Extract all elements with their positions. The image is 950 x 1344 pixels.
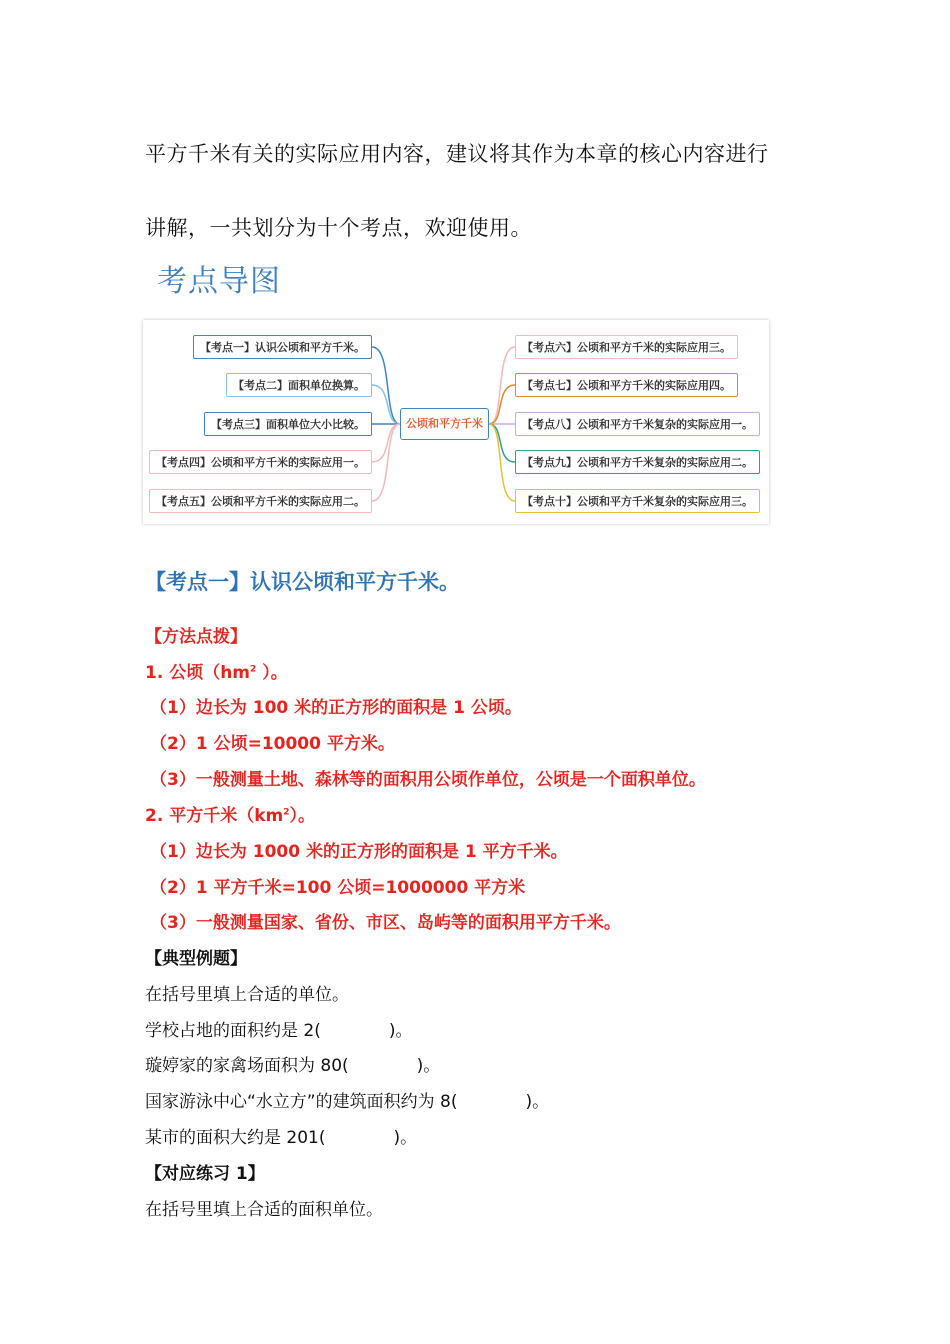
mindmap-center-node: 公顷和平方千米 [400, 408, 489, 440]
mindmap [143, 320, 769, 524]
example-item-4: 某市的面积大约是 201( )。 [145, 1128, 418, 1148]
intro-line-1: 平方千米有关的实际应用内容，建议将其作为本章的核心内容进行 [145, 142, 769, 166]
node-kaodian-6: 【考点六】公顷和平方千米的实际应用三。 [515, 335, 738, 359]
example-prompt: 在括号里填上合适的单位。 [145, 985, 349, 1005]
connector-5 [372, 424, 400, 501]
point2-title-tail: ）。 [289, 806, 315, 826]
point2-item-2: （2）1 平方千米=100 公顷=1000000 平方米 [150, 878, 526, 898]
connector-2 [372, 385, 400, 424]
point1-item-2: （2）1 公顷=10000 平方米。 [150, 734, 395, 754]
node-kaodian-1: 【考点一】认识公顷和平方千米。 [193, 335, 372, 359]
point2-item-1: （1）边长为 1000 米的正方形的面积是 1 平方千米。 [150, 842, 568, 862]
example-item-3: 国家游泳中心“水立方”的建筑面积约为 8( )。 [145, 1092, 550, 1112]
point1-title [145, 658, 288, 683]
mindmap-title: 考点导图 [157, 264, 281, 299]
node-kaodian-10: 【考点十】公顷和平方千米复杂的实际应用三。 [515, 489, 760, 513]
point2-superscript: 2 [283, 807, 290, 818]
point1-title-tail: ）。 [256, 663, 288, 683]
node-kaodian-8: 【考点八】公顷和平方千米复杂的实际应用一。 [515, 412, 760, 436]
connector-9 [489, 424, 515, 462]
section-heading: 【考点一】认识公顷和平方千米。 [145, 570, 460, 594]
point1-item-3: （3）一般测量土地、森林等的面积用公顷作单位，公顷是一个面积单位。 [150, 770, 706, 790]
example-item-2: 璇婷家的家禽场面积为 80( )。 [145, 1056, 441, 1076]
point1-title-text: 1. 公顷（hm [145, 663, 251, 683]
connector-10 [489, 424, 515, 501]
node-kaodian-2: 【考点二】面积单位换算。 [226, 373, 372, 397]
example-title: 【典型例题】 [145, 949, 247, 969]
connector-4 [372, 424, 400, 462]
point2-item-3: （3）一般测量国家、省份、市区、岛屿等的面积用平方千米。 [150, 913, 621, 933]
point2-title [145, 801, 315, 826]
point1-superscript: 2 [250, 664, 257, 675]
method-title: 【方法点拨】 [145, 627, 247, 647]
node-kaodian-7: 【考点七】公顷和平方千米的实际应用四。 [515, 373, 738, 397]
node-kaodian-3: 【考点三】面积单位大小比较。 [204, 412, 372, 436]
node-kaodian-4: 【考点四】公顷和平方千米的实际应用一。 [149, 450, 372, 474]
connector-7 [489, 385, 515, 424]
example-item-1: 学校占地的面积约是 2( )。 [145, 1021, 413, 1041]
node-kaodian-9: 【考点九】公顷和平方千米复杂的实际应用二。 [515, 450, 760, 474]
practice-title: 【对应练习 1】 [145, 1164, 265, 1184]
intro-line-2: 讲解，一共划分为十个考点，欢迎使用。 [145, 216, 532, 240]
point1-item-1: （1）边长为 100 米的正方形的面积是 1 公顷。 [150, 698, 522, 718]
practice-prompt: 在括号里填上合适的面积单位。 [145, 1200, 383, 1220]
node-kaodian-5: 【考点五】公顷和平方千米的实际应用二。 [149, 489, 372, 513]
point2-title-text: 2. 平方千米（km [145, 806, 284, 826]
